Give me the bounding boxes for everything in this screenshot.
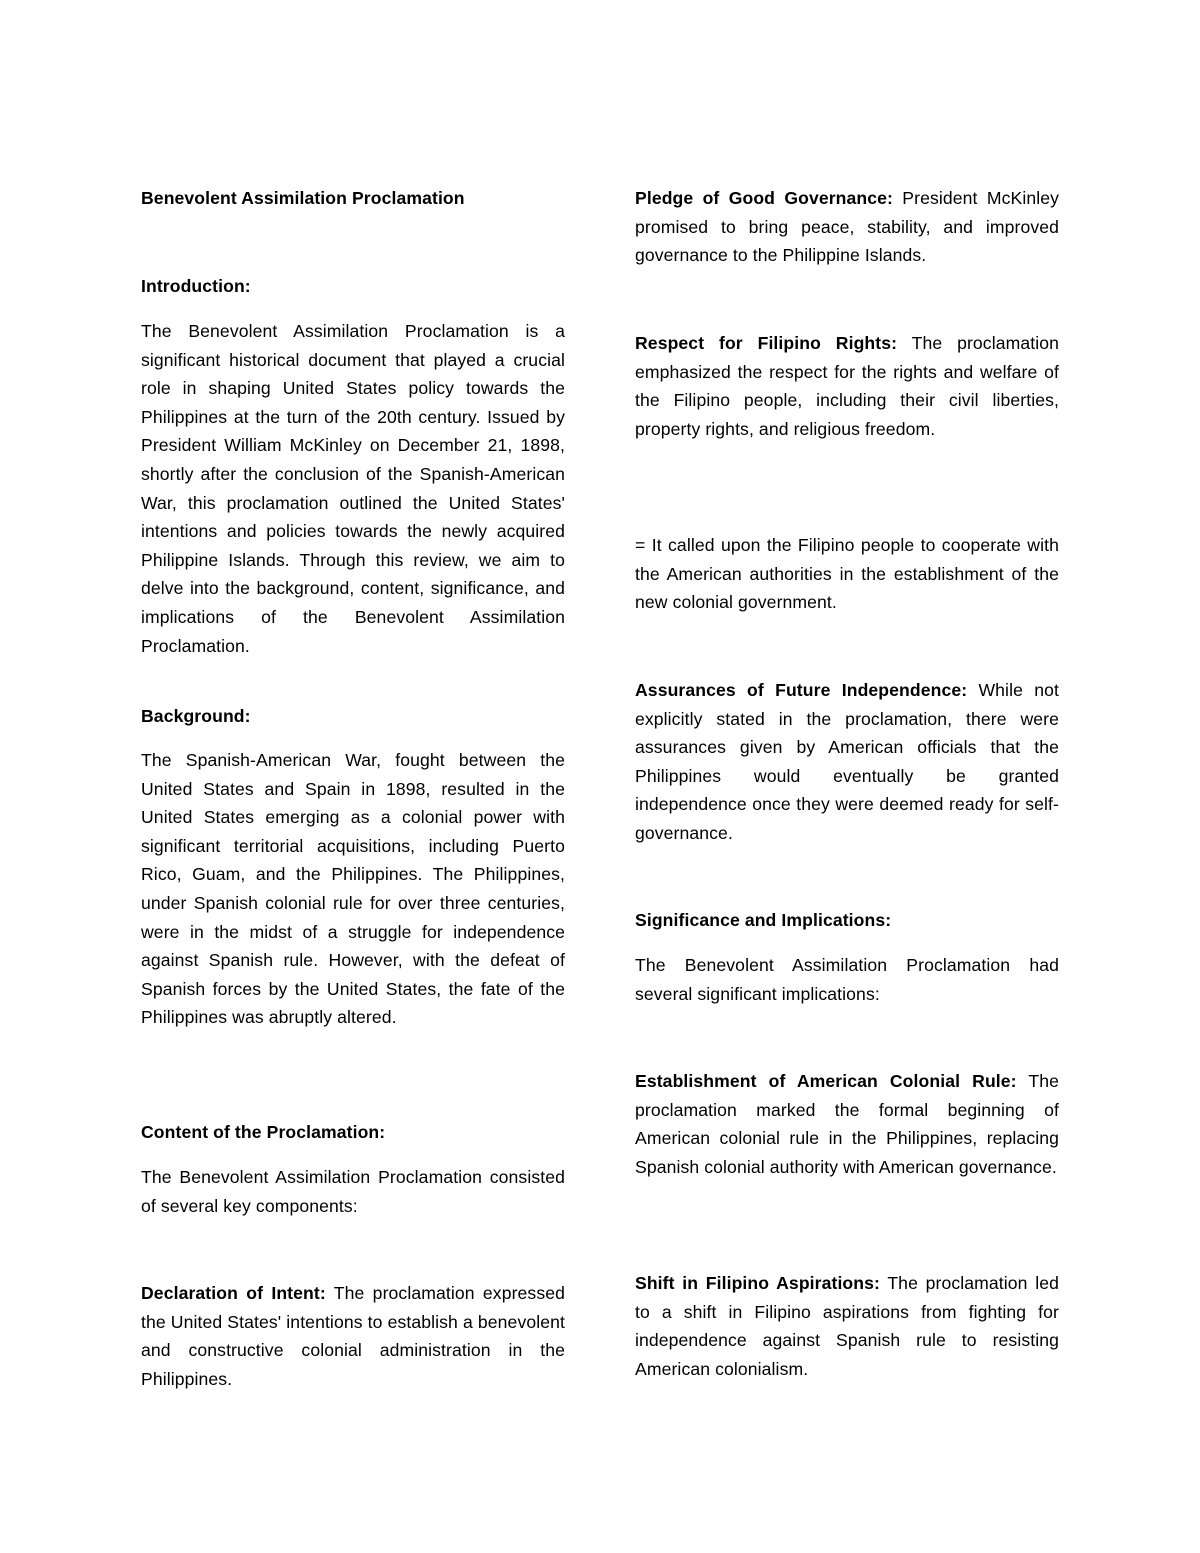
introduction-heading: Introduction:	[141, 276, 251, 296]
cooperate-paragraph: = It called upon the Filipino people to cooperate with the American authorities in the establishment of the new colonial government.	[635, 535, 1059, 613]
establishment-text: The proclamation marked the formal beginning of American colonial rule in the Philippines, replacing Spanish colonial authority with American governance.	[635, 1071, 1059, 1177]
respect-paragraph	[635, 329, 1059, 443]
content-heading: Content of the Proclamation:	[141, 1122, 386, 1142]
shift-paragraph	[635, 1269, 1059, 1383]
pledge-text: President McKinley promised to bring peace, stability, and improved governance to the Philippine Islands.	[635, 188, 1060, 266]
pledge-paragraph	[635, 184, 1059, 270]
pledge-term: Pledge of Good Governance:	[635, 188, 893, 208]
significance-heading: Significance and Implications:	[635, 910, 892, 930]
establishment-paragraph	[635, 1067, 1059, 1181]
declaration-text: The proclamation expressed the United States' intentions to establish a benevolent and constructive colonial administration in the Philippines.	[141, 1283, 565, 1389]
document-title: Benevolent Assimilation Proclamation	[141, 188, 465, 208]
content-paragraph: The Benevolent Assimilation Proclamation consisted of several key components:	[141, 1167, 565, 1216]
assurances-text: While not explicitly stated in the proclamation, there were assurances given by American officials that the Philippines would eventually be granted independence once they were deemed ready for self-governance.	[635, 680, 1059, 843]
background-paragraph: The Spanish-American War, fought between the United States and Spain in 1898, resulted in the United States emerging as a colonial power with significant territorial acquisitions, including Puerto Rico, Guam, and the Philippines. The Philippines, under Spanish colonial rule for over three centuries, were in the midst of a struggle for independence against Spanish rule. However, with the defeat of Spanish forces by the United States, the fate of the Philippines was abruptly altered.	[141, 750, 565, 1028]
assurances-term: Assurances of Future Independence:	[635, 680, 968, 700]
introduction-paragraph: The Benevolent Assimilation Proclamation is a significant historical document that played a crucial role in shaping United States policy towards the Philippines at the turn of the 20th century. Issued by President William McKinley on December 21, 1898, shortly after the conclusion of the Spanish-American War, this proclamation outlined the United States' intentions and policies towards the newly acquired Philippine Islands. Through this review, we aim to delve into the background, content, significance, and implications of the Benevolent Assimilation Proclamation.	[141, 321, 565, 656]
establishment-term: Establishment of American Colonial Rule:	[635, 1071, 1017, 1091]
declaration-paragraph	[141, 1279, 565, 1393]
shift-term: Shift in Filipino Aspirations:	[635, 1273, 880, 1293]
respect-term: Respect for Filipino Rights:	[635, 333, 898, 353]
background-heading: Background:	[141, 706, 251, 726]
declaration-term: Declaration of Intent:	[141, 1283, 326, 1303]
respect-text: The proclamation emphasized the respect for the rights and welfare of the Filipino people, including their civil liberties, property rights, and religious freedom.	[635, 333, 1059, 439]
significance-paragraph: The Benevolent Assimilation Proclamation had several significant implications:	[635, 955, 1059, 1004]
shift-text: The proclamation led to a shift in Filipino aspirations from fighting for independence against Spanish rule to resisting American colonialism.	[635, 1273, 1060, 1379]
assurances-paragraph	[635, 676, 1059, 848]
